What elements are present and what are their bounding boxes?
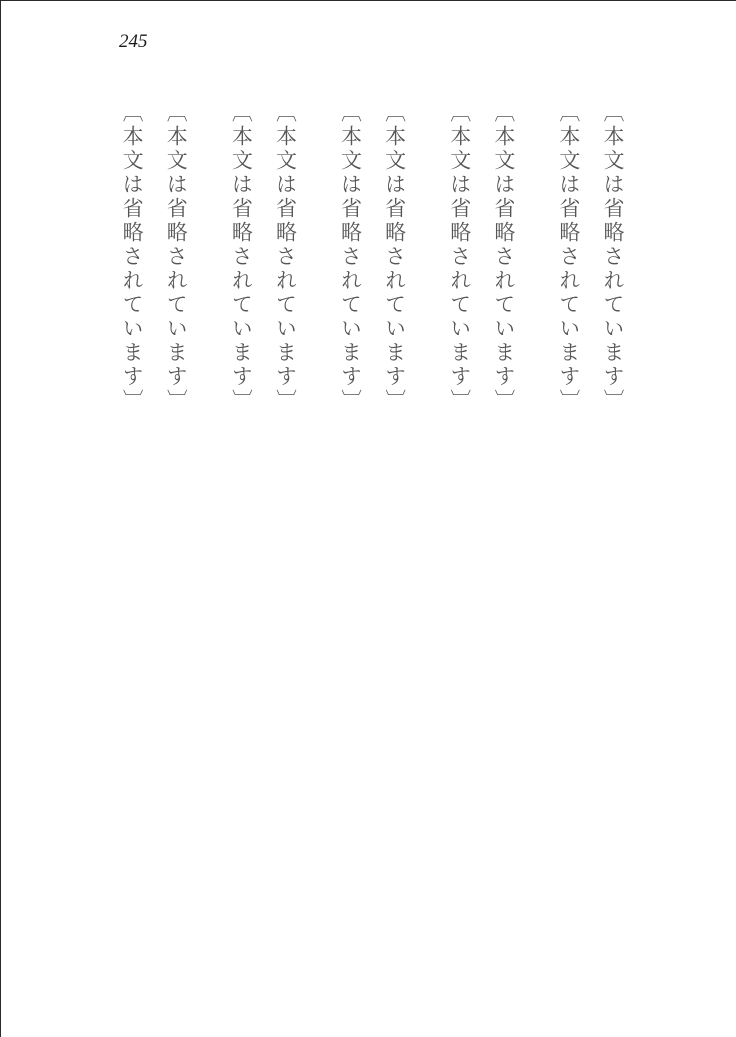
text-line: 〔本文は省略されています〕 (556, 101, 581, 413)
text-line: 〔本文は省略されています〕 (601, 101, 625, 413)
text-line: 〔本文は省略されています〕 (120, 101, 145, 413)
text-line: 〔本文は省略されています〕 (338, 101, 363, 413)
page-number: 245 (119, 31, 148, 52)
text-line: 〔本文は省略されています〕 (273, 101, 298, 413)
text-line: 〔本文は省略されています〕 (491, 101, 516, 413)
text-line: 〔本文は省略されています〕 (164, 101, 189, 413)
text-line: 〔本文は省略されています〕 (447, 101, 472, 413)
text-line: 〔本文は省略されています〕 (382, 101, 407, 413)
body-text (96, 101, 656, 961)
text-line: 〔本文は省略されています〕 (229, 101, 254, 413)
